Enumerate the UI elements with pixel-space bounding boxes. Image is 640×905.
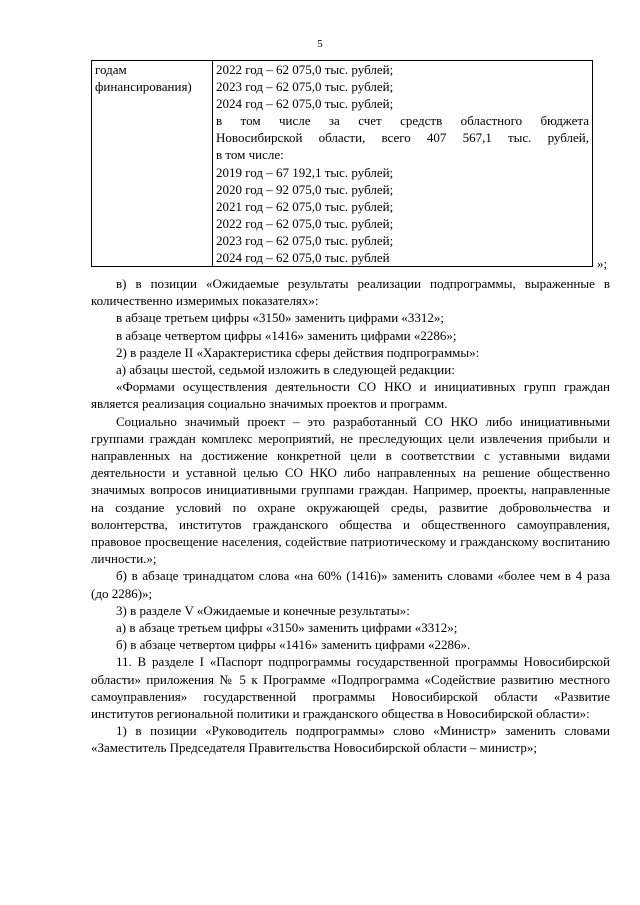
paragraph: а) в абзаце третьем цифры «3150» заменить цифрами «3312»; <box>116 620 458 636</box>
table-value-line: 2024 год – 62 075,0 тыс. рублей <box>216 250 390 266</box>
table-label-line: годам <box>95 62 127 77</box>
table-value-line: 2022 год – 62 075,0 тыс. рублей; <box>216 62 394 77</box>
document-body <box>91 275 610 757</box>
paragraph: 1) в позиции «Руководитель подпрограммы» слово «Министр» заменить словами «Заместитель Председателя Правительства Новосибирской области – министр»; <box>91 723 610 756</box>
paragraph: 11. В разделе I «Паспорт подпрограммы государственной программы Новосибирской области» приложения № 5 к Программе «Подпрограмма «Содействие развитию местного самоуправления» государственной программы Новосибирской области «Развитие институтов региональной политики и гражданского общества в Новосибирской области»: <box>91 654 610 722</box>
paragraph: в абзаце четвертом цифры «1416» заменить цифрами «2286»; <box>116 327 457 343</box>
table-label-cell <box>92 61 213 267</box>
table-value-line: 2019 год – 67 192,1 тыс. рублей; <box>216 164 394 180</box>
table-value-line: в том числе за счет средств областного бюджета <box>216 113 589 129</box>
table-value-line: 2021 год – 62 075,0 тыс. рублей; <box>216 198 394 214</box>
paragraph: 2) в разделе II «Характеристика сферы действия подпрограммы»: <box>116 344 480 360</box>
paragraph: 3) в разделе V «Ожидаемые и конечные результаты»: <box>116 602 410 618</box>
paragraph: Социально значимый проект – это разработанный СО НКО либо инициативными группами граждан комплекс мероприятий, не преследующих цели извлечения прибыли и направленных на достижение конкретной цели в соответствии с уставными видами деятельности и уставной целью СО НКО либо направленных на решение общественно значимых вопросов инициативными группами граждан. Например, проекты, направленные на создание условий по охране окружающей среды, развитие добровольчества и волонтерства, институтов гражданского общества и общественного самоуправления, правовое просвещение населения, содействие патриотическому и гражданскому воспитанию личности.»; <box>91 413 610 567</box>
paragraph: в абзаце третьем цифры «3150» заменить цифрами «3312»; <box>116 310 445 326</box>
paragraph: в) в позиции «Ожидаемые результаты реализации подпрограммы, выраженные в количественно измеримых показателях»: <box>91 276 610 309</box>
paragraph: «Формами осуществления деятельности СО НКО и инициативных групп граждан является реализация социально значимых проектов и программ. <box>91 379 610 412</box>
page-number: 5 <box>317 38 323 50</box>
table-closing-quote: »; <box>597 256 608 271</box>
table-value-line: Новосибирской области, всего 407 567,1 тыс. рублей, <box>216 130 589 146</box>
table-label-line: финансирования) <box>95 79 192 95</box>
paragraph: б) в абзаце тринадцатом слова «на 60% (1416)» заменить словами «более чем в 4 раза (до 2286)»; <box>91 568 610 601</box>
table-value-cell <box>213 61 593 267</box>
table-value-line: 2020 год – 92 075,0 тыс. рублей; <box>216 181 394 197</box>
paragraph: а) абзацы шестой, седьмой изложить в следующей редакции: <box>116 362 455 378</box>
table-value-line: 2022 год – 62 075,0 тыс. рублей; <box>216 215 394 231</box>
table-value-line: в том числе: <box>216 147 284 163</box>
table-row <box>92 61 593 267</box>
table-value-line: 2023 год – 62 075,0 тыс. рублей; <box>216 232 394 248</box>
table-value-line: 2023 год – 62 075,0 тыс. рублей; <box>216 79 394 95</box>
financing-table <box>91 60 593 267</box>
paragraph: б) в абзаце четвертом цифры «1416» заменить цифрами «2286». <box>116 637 471 653</box>
table-value-line: 2024 год – 62 075,0 тыс. рублей; <box>216 96 394 112</box>
